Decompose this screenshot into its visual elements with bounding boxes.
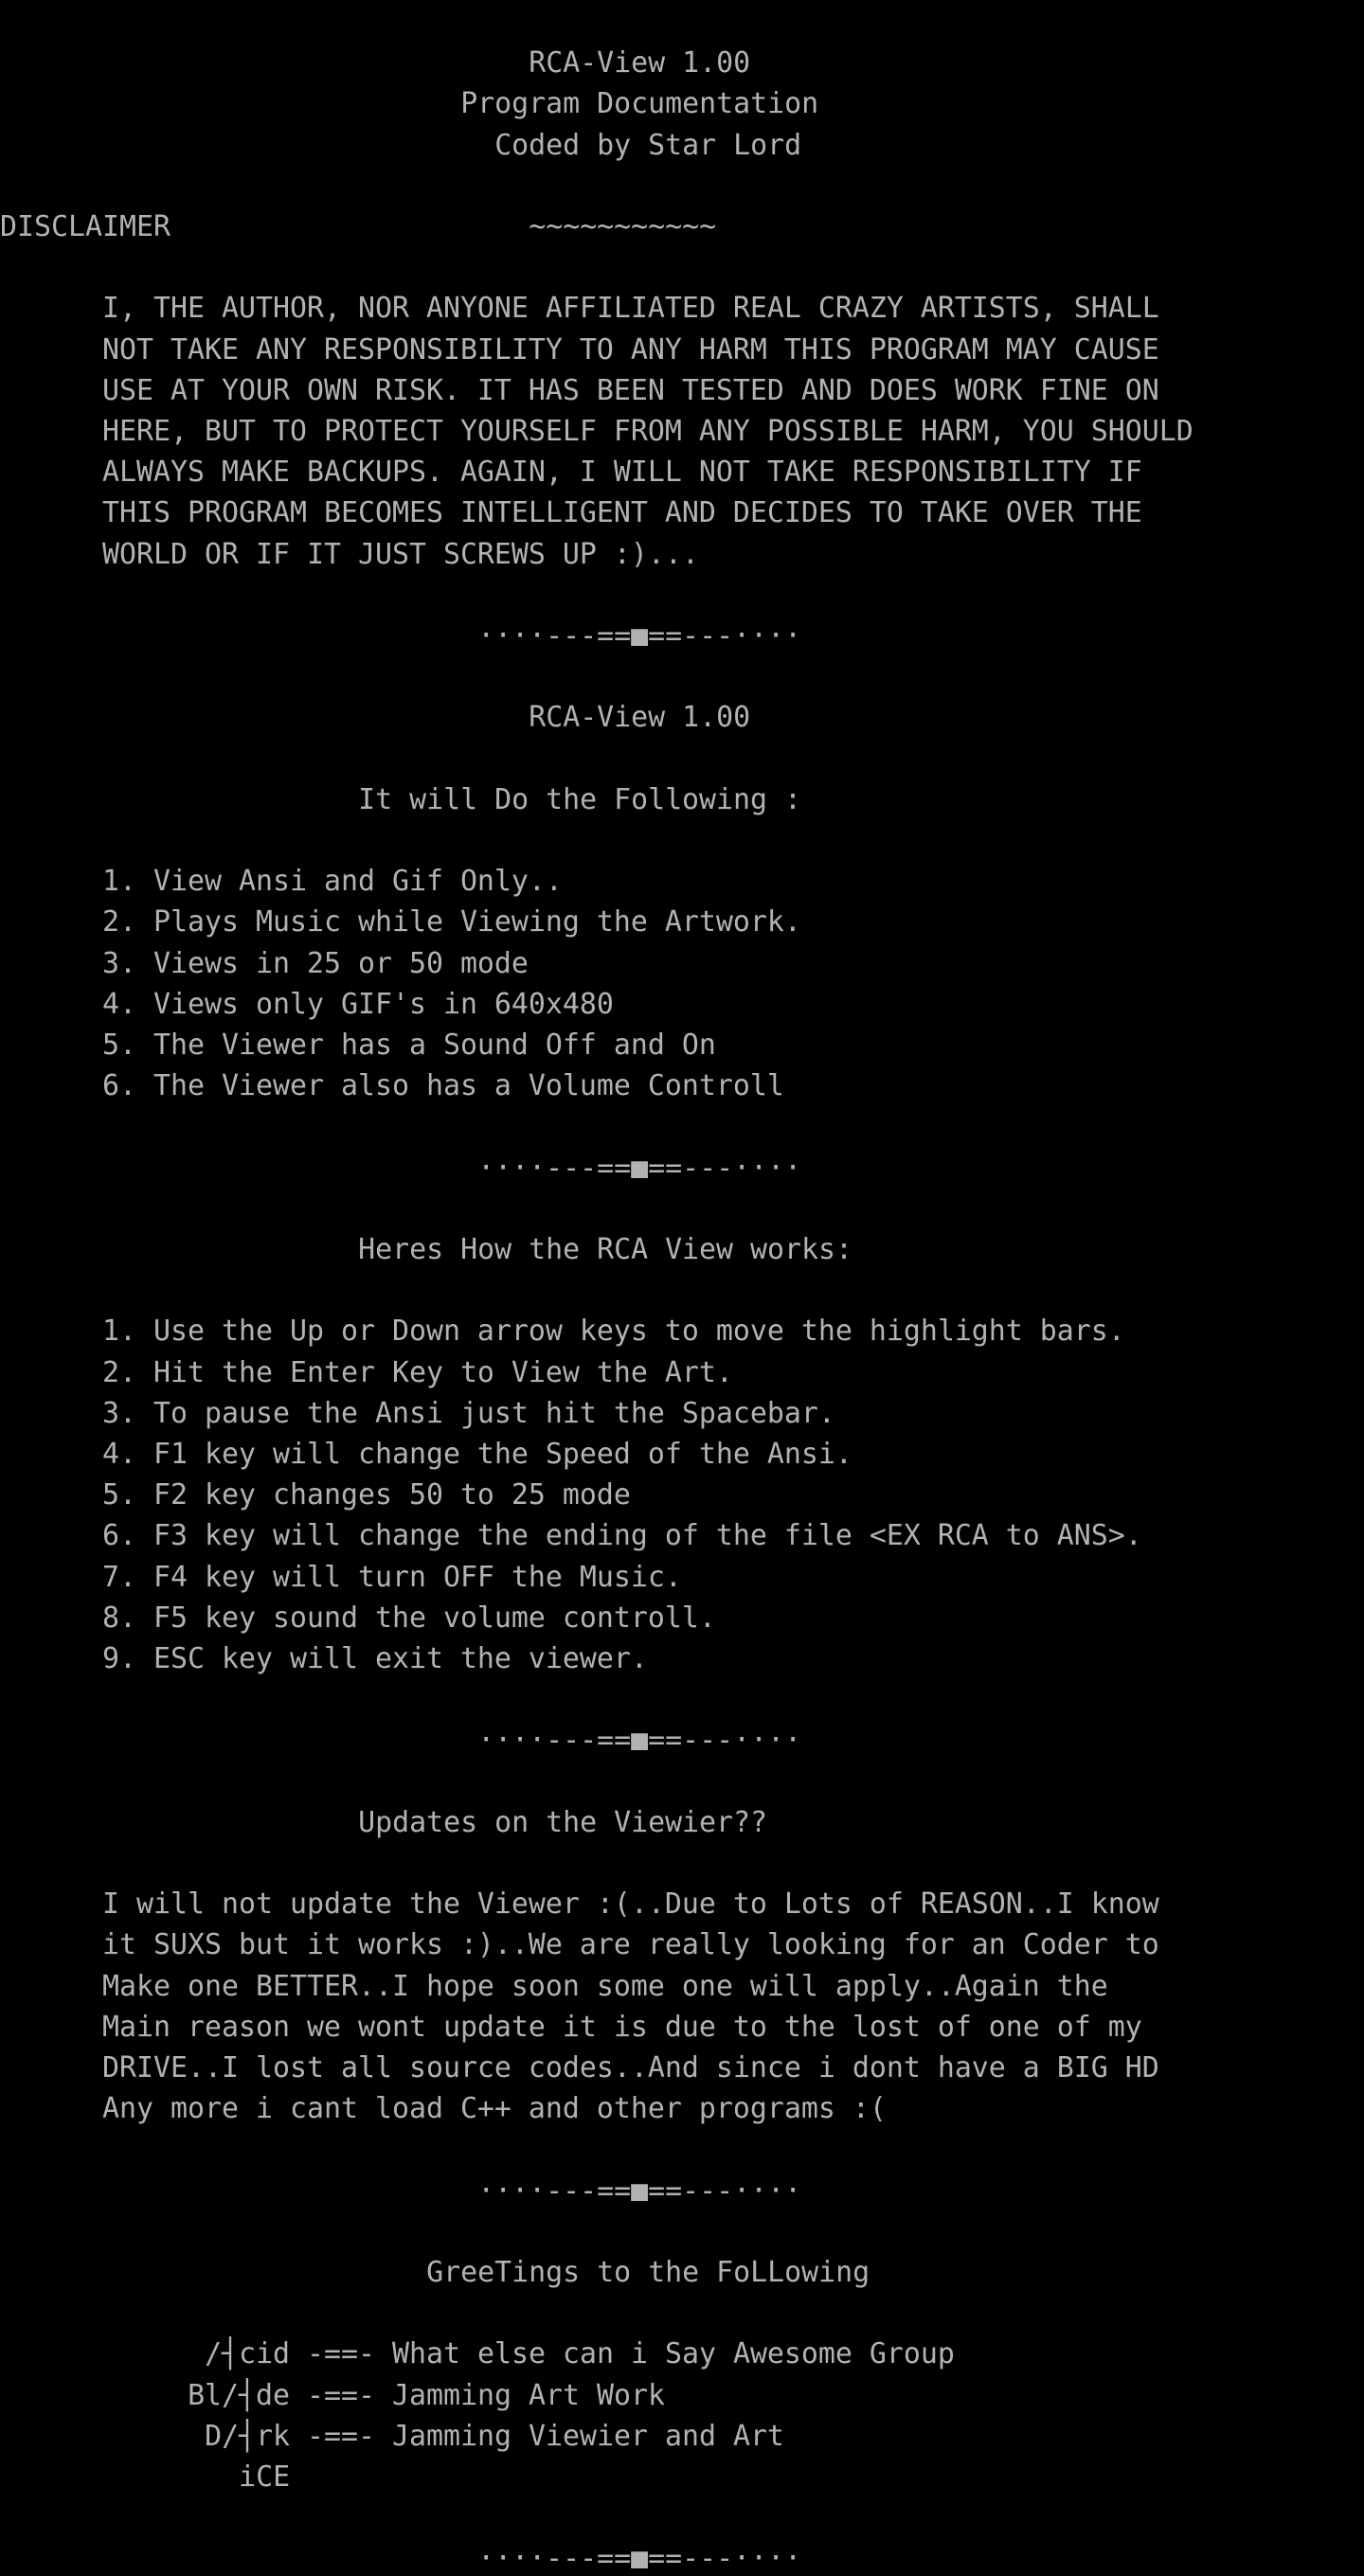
updates-line: DRIVE..I lost all source codes..And since i dont have a BIG HD bbox=[102, 2051, 1159, 2084]
howto-item: 1. Use the Up or Down arrow keys to move the highlight bars. bbox=[102, 1315, 1125, 1349]
divider-ornament: ····---==■==---···· bbox=[477, 1151, 802, 1185]
greeting-item-dark: D/┤rk -==- Jamming Viewier and Art bbox=[205, 2419, 784, 2453]
howto-item: 3. To pause the Ansi just hit the Spacebar. bbox=[102, 1396, 835, 1430]
divider-ornament: ····---==■==---···· bbox=[477, 619, 802, 653]
howto-item: 6. F3 key will change the ending of the file <EX RCA to ANS>. bbox=[102, 1519, 1142, 1553]
feature-item: 5. The Viewer has a Sound Off and On bbox=[102, 1029, 716, 1062]
disclaimer-line: HERE, BUT TO PROTECT YOURSELF FROM ANY POSSIBLE HARM, YOU SHOULD bbox=[102, 415, 1194, 448]
greeting-item-blade: Bl/┤de -==- Jamming Art Work bbox=[188, 2378, 665, 2412]
greeting-item-acid: /┤cid -==- What else can i Say Awesome Group bbox=[205, 2337, 955, 2371]
author-credit: Coded by Star Lord bbox=[494, 128, 802, 162]
disclaimer-line: NOT TAKE ANY RESPONSIBILITY TO ANY HARM THIS PROGRAM MAY CAUSE bbox=[102, 332, 1159, 367]
greetings-heading: GreeTings to the FoLLowing bbox=[426, 2256, 870, 2289]
feature-item: 6. The Viewer also has a Volume Controll bbox=[102, 1069, 784, 1103]
page-subtitle: Program Documentation bbox=[460, 87, 819, 121]
disclaimer-line: I, THE AUTHOR, NOR ANYONE AFFILIATED REAL CRAZY ARTISTS, SHALL bbox=[102, 292, 1159, 326]
howto-item: 5. F2 key changes 50 to 25 mode bbox=[102, 1478, 631, 1512]
page-title: RCA-View 1.00 bbox=[529, 46, 751, 80]
howto-item: 9. ESC key will exit the viewer. bbox=[102, 1642, 648, 1675]
disclaimer-line: WORLD OR IF IT JUST SCREWS UP :)... bbox=[102, 537, 699, 571]
disclaimer-line: ALWAYS MAKE BACKUPS. AGAIN, I WILL NOT TAKE RESPONSIBILITY IF bbox=[102, 456, 1142, 490]
features-heading: It will Do the Following : bbox=[358, 782, 802, 816]
updates-heading: Updates on the Viewier?? bbox=[358, 1805, 768, 1839]
tilde-rule: ~~~~~~~~~~~ bbox=[529, 210, 717, 243]
divider-ornament: ····---==■==---···· bbox=[477, 2174, 802, 2208]
howto-item: 2. Hit the Enter Key to View the Art. bbox=[102, 1355, 733, 1389]
section-title-program: RCA-View 1.00 bbox=[529, 701, 751, 735]
updates-line: Any more i cant load C++ and other programs :( bbox=[102, 2092, 887, 2126]
howto-heading: Heres How the RCA View works: bbox=[358, 1233, 853, 1266]
greeting-item-ice: iCE bbox=[239, 2460, 291, 2494]
howto-item: 8. F5 key sound the volume controll. bbox=[102, 1601, 716, 1635]
feature-item: 4. Views only GIF's in 640x480 bbox=[102, 987, 614, 1021]
feature-item: 3. Views in 25 or 50 mode bbox=[102, 946, 529, 980]
disclaimer-heading: DISCLAIMER bbox=[0, 210, 170, 243]
feature-item: 2. Plays Music while Viewing the Artwork. bbox=[102, 905, 801, 939]
disclaimer-line: THIS PROGRAM BECOMES INTELLIGENT AND DECIDES TO TAKE OVER THE bbox=[102, 496, 1142, 530]
updates-line: Make one BETTER..I hope soon some one will apply..Again the bbox=[102, 1969, 1108, 2003]
updates-line: Main reason we wont update it is due to the lost of one of my bbox=[102, 2010, 1142, 2044]
divider-ornament: ····---==■==---···· bbox=[477, 2542, 802, 2576]
disclaimer-line: USE AT YOUR OWN RISK. IT HAS BEEN TESTED AND DOES WORK FINE ON bbox=[102, 373, 1159, 407]
howto-item: 4. F1 key will change the Speed of the Ansi. bbox=[102, 1438, 852, 1471]
feature-item: 1. View Ansi and Gif Only.. bbox=[102, 865, 563, 899]
updates-line: it SUXS but it works :)..We are really looking for an Coder to bbox=[102, 1928, 1159, 1962]
updates-line: I will not update the Viewer :(..Due to Lots of REASON..I know bbox=[102, 1887, 1159, 1922]
howto-item: 7. F4 key will turn OFF the Music. bbox=[102, 1560, 682, 1594]
divider-ornament: ····---==■==---···· bbox=[477, 1724, 802, 1758]
